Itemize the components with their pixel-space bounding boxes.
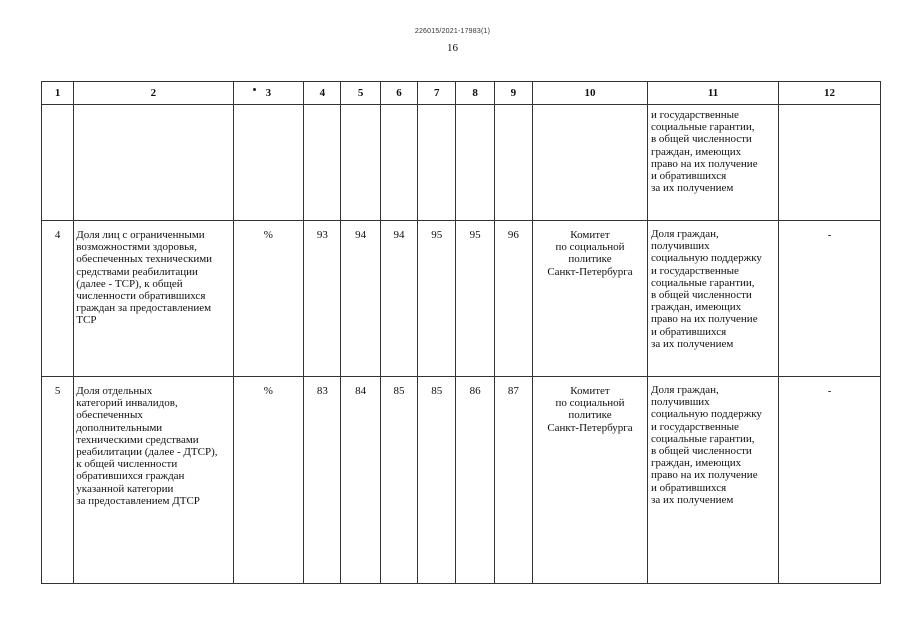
column-header: 3 [233,82,304,105]
header-row [42,82,881,105]
value-cell: 95 [456,221,494,377]
value-cell: 96 [494,221,532,377]
column-header: 5 [341,82,380,105]
column-header: 4 [304,82,341,105]
value-cell: 94 [380,221,417,377]
column-header: 12 [779,82,881,105]
unit-cell [233,105,304,221]
value-cell: 94 [341,221,380,377]
table-row [42,105,881,221]
note-cell [779,105,881,221]
unit-cell: % [233,221,304,377]
definition-cell: и государственные социальные гарантии, в общей численности граждан, имеющих право на их получение и обратившихся за их получением [647,105,778,221]
table-row [42,377,881,584]
table-row [42,221,881,377]
note-cell: - [779,221,881,377]
value-cell: 85 [418,377,456,584]
column-header: 11 [647,82,778,105]
column-header: 7 [418,82,456,105]
value-cell: 95 [418,221,456,377]
value-cell [456,105,494,221]
value-cell [418,105,456,221]
row-number: 5 [42,377,74,584]
row-number: 4 [42,221,74,377]
executor-cell: Комитет по социальной политике Санкт-Петербурга [533,221,648,377]
value-cell [380,105,417,221]
indicator-name: Доля лиц с ограниченными возможностями здоровья, обеспеченных техническими средствами реабилитации (далее - ТСР), к общей численности обратившихся граждан за предоставлением ТСР [74,221,233,377]
column-header: 6 [380,82,417,105]
value-cell: 86 [456,377,494,584]
column-header: 8 [456,82,494,105]
definition-cell: Доля граждан, получивших социальную поддержку и государственные социальные гарантии, в общей численности граждан, имеющих право на их получение и обратившихся за их получением [647,377,778,584]
row-number [42,105,74,221]
indicator-name [74,105,233,221]
note-cell: - [779,377,881,584]
value-cell [494,105,532,221]
executor-cell [533,105,648,221]
value-cell [341,105,380,221]
column-header: 2 [74,82,233,105]
column-header: 9 [494,82,532,105]
definition-cell: Доля граждан, получивших социальную поддержку и государственные социальные гарантии, в общей численности граждан, имеющих право на их получение и обратившихся за их получением [647,221,778,377]
value-cell: 93 [304,221,341,377]
indicator-table-wrapper [41,81,881,584]
document-stamp: 226015/2021-17983(1) [414,28,491,35]
value-cell: 87 [494,377,532,584]
column-header: 1 [42,82,74,105]
unit-cell: % [233,377,304,584]
value-cell: 84 [341,377,380,584]
column-header: 10 [533,82,648,105]
indicator-table [41,81,881,584]
executor-cell: Комитет по социальной политике Санкт-Петербурга [533,377,648,584]
indicator-name: Доля отдельных категорий инвалидов, обеспеченных дополнительными техническими средствами реабилитации (далее - ДТСР), к общей численности обратившихся граждан указанной категории за предоставлением ДТСР [74,377,233,584]
value-cell [304,105,341,221]
page-number: 16 [447,42,458,54]
value-cell: 83 [304,377,341,584]
value-cell: 85 [380,377,417,584]
